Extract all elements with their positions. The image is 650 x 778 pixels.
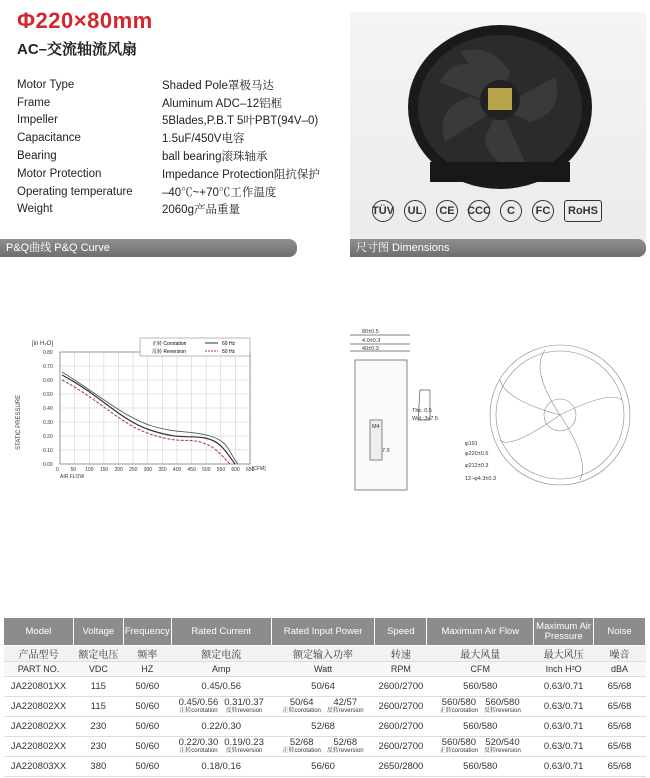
y-tick-label: 0.60 — [43, 378, 53, 384]
split-label: 正转corotation — [179, 707, 218, 714]
table-cell: 65/68 — [594, 757, 646, 777]
x-tick-label: 550 — [216, 467, 226, 473]
table-cell: 50/60 — [123, 697, 171, 717]
split-value: 520/540 — [485, 736, 520, 748]
spec-label: Impeller — [17, 114, 58, 127]
table-cell: 额定电流 — [171, 646, 271, 662]
y-tick-label: 0.00 — [43, 462, 53, 468]
spec-row — [17, 183, 347, 201]
page-subtitle: AC–交流轴流风扇 — [17, 41, 138, 58]
spec-row — [17, 201, 347, 219]
spec-label: Capacitance — [17, 132, 81, 145]
table-cell: JA220801XX — [4, 677, 74, 697]
table-cell: 50/64 — [271, 677, 375, 697]
table-header: Frequency — [123, 618, 171, 646]
table-cell: 50/60 — [123, 757, 171, 777]
table-cell: 56/60 — [271, 757, 375, 777]
spec-list — [17, 76, 347, 218]
split-label: 正转corotation — [282, 707, 321, 714]
table-cell: HZ — [123, 662, 171, 677]
x-tick-label: 150 — [99, 467, 109, 473]
table-cell: 0.22/0.30 — [171, 717, 271, 737]
spec-row — [17, 94, 347, 112]
table-header: Maximum Air Flow — [427, 618, 534, 646]
cert-logo-ce: CE — [436, 200, 458, 222]
split-value: 50/64 — [289, 696, 314, 708]
spec-value: Shaded Pole罩极马达 — [162, 79, 274, 92]
x-tick-label: 300 — [143, 467, 153, 473]
y-tick-label: 0.40 — [43, 406, 53, 412]
spec-value: 2060g产品重量 — [162, 204, 240, 217]
table-row — [4, 737, 646, 757]
split-label: 正转corotation — [439, 707, 479, 714]
x-tick-label: 400 — [172, 467, 182, 473]
y-unit: [in H₂O] — [32, 341, 53, 347]
table-row — [4, 697, 646, 717]
cert-logo-ccc: CCC — [468, 200, 490, 222]
dim-phi212: φ212±0.3 — [465, 463, 489, 469]
table-cell: 560/580 — [427, 717, 534, 737]
split-value: 0.19/0.23 — [224, 736, 264, 748]
cert-logo-ul: UL — [404, 200, 426, 222]
table-cell: JA220802XX — [4, 717, 74, 737]
page-title: Φ220×80mm — [17, 8, 153, 33]
spec-row — [17, 112, 347, 130]
y-tick-label: 0.50 — [43, 392, 53, 398]
legend-reversion: 反转 Reversion — [152, 349, 186, 355]
x-tick-label: 250 — [129, 467, 138, 473]
spec-data-table — [3, 617, 646, 777]
cert-logo-fc: FC — [532, 200, 554, 222]
table-row — [4, 717, 646, 737]
table-cell: 560/580 — [427, 757, 534, 777]
table-cell: 最大风压 — [534, 646, 594, 662]
table-cell: 65/68 — [594, 717, 646, 737]
dim-phi191: φ191 — [465, 441, 478, 447]
split-value: 560/580 — [485, 696, 520, 708]
y-tick-label: 0.30 — [43, 420, 53, 426]
dim-terminal: WxL:3x7.5 — [412, 416, 438, 422]
table-cell — [171, 697, 271, 717]
split-label: 反转reversion — [326, 747, 364, 754]
table-cell: Inch H²O — [534, 662, 594, 677]
dim-mid: 40±0.3 — [362, 346, 379, 352]
table-cell: 50/60 — [123, 677, 171, 697]
table-cell: 2600/2700 — [375, 677, 427, 697]
spec-value: 1.5uF/450V电容 — [162, 133, 245, 146]
front-view — [490, 345, 630, 485]
table-cell: 0.63/0.71 — [534, 717, 594, 737]
spec-value: ball bearing滚珠轴承 — [162, 151, 268, 164]
table-cell: Amp — [171, 662, 271, 677]
table-cell: 115 — [73, 697, 123, 717]
table-cell: JA220802XX — [4, 697, 74, 717]
table-cell — [427, 697, 534, 717]
spec-value: 5Blades,P.B.T 5叶PBT(94V–0) — [162, 115, 319, 128]
table-cell: 52/68 — [271, 717, 375, 737]
y-tick-label: 0.10 — [43, 448, 53, 454]
table-cell: 380 — [73, 757, 123, 777]
table-cell: 2600/2700 — [375, 737, 427, 757]
spec-label: Frame — [17, 96, 51, 109]
table-cell: CFM — [427, 662, 534, 677]
spec-row — [17, 165, 347, 183]
dim-phi220: φ220±0.5 — [465, 451, 489, 457]
table-cell — [271, 737, 375, 757]
table-header: Noise — [594, 618, 646, 646]
split-label: 反转reversion — [484, 707, 521, 714]
split-label: 正转corotation — [282, 747, 321, 754]
split-label: 反转reversion — [225, 747, 263, 754]
y-tick-label: 0.20 — [43, 434, 53, 440]
table-cell: 0.63/0.71 — [534, 677, 594, 697]
table-cell: 65/68 — [594, 697, 646, 717]
spec-row — [17, 129, 347, 147]
x-tick-label: 500 — [202, 467, 211, 473]
table-cell: 产品型号 — [4, 646, 74, 662]
table-cell: dBA — [594, 662, 646, 677]
y-tick-label: 0.80 — [43, 350, 53, 356]
cert-logo-tv: TÜV — [372, 200, 394, 222]
spec-row — [17, 76, 347, 94]
x-unit: [CFM] — [252, 466, 266, 472]
table-cell: 65/68 — [594, 677, 646, 697]
x-tick-label: 350 — [158, 467, 167, 473]
dim-holes: 12–φ4.3±0.3 — [465, 476, 497, 482]
table-cell: VDC — [73, 662, 123, 677]
spec-value: Impedance Protection阻抗保护 — [162, 168, 320, 181]
table-cell: 额定电压 — [73, 646, 123, 662]
split-value: 0.31/0.37 — [224, 696, 264, 708]
table-cell: JA220803XX — [4, 757, 74, 777]
table-cell: 50/60 — [123, 717, 171, 737]
table-cell: 2600/2700 — [375, 697, 427, 717]
table-cell: 最大风量 — [427, 646, 534, 662]
table-cell: 2650/2800 — [375, 757, 427, 777]
table-header: Model — [4, 618, 74, 646]
certification-logos — [372, 200, 602, 222]
table-cell: RPM — [375, 662, 427, 677]
table-cell: 0.45/0.56 — [171, 677, 271, 697]
table-row — [4, 646, 646, 662]
split-label: 正转corotation — [179, 747, 218, 754]
x-axis-label: AIR FLOW — [60, 474, 85, 480]
table-cell: 噪音 — [594, 646, 646, 662]
split-label: 正转corotation — [439, 747, 479, 754]
table-cell: 50/60 — [123, 737, 171, 757]
table-cell — [427, 737, 534, 757]
x-tick-label: 0 — [56, 467, 59, 473]
spec-value: –40℃~+70℃工作温度 — [162, 186, 277, 199]
table-cell: 230 — [73, 717, 123, 737]
y-axis-label: STATIC PRESSURE — [16, 394, 22, 450]
table-cell: PART NO. — [4, 662, 74, 677]
dim-flange: 4.0±0.3 — [362, 338, 381, 344]
legend-50hz: 50 Hz — [222, 349, 236, 355]
table-cell: 转速 — [375, 646, 427, 662]
x-tick-label: 600 — [231, 467, 240, 473]
table-cell: 频率 — [123, 646, 171, 662]
x-tick-label: 650 — [246, 467, 255, 473]
table-cell: 65/68 — [594, 737, 646, 757]
spec-label: Weight — [17, 203, 53, 216]
table-header: Maximum Air Pressure — [534, 618, 594, 646]
table-cell: 115 — [73, 677, 123, 697]
table-header: Speed — [375, 618, 427, 646]
y-tick-label: 0.70 — [43, 364, 53, 370]
table-cell: 额定输入功率 — [271, 646, 375, 662]
table-cell: 0.63/0.71 — [534, 757, 594, 777]
legend-corotation: 正转 Corotation — [152, 341, 187, 347]
table-cell: Watt — [271, 662, 375, 677]
x-tick-label: 100 — [85, 467, 94, 473]
table-header: Rated Current — [171, 618, 271, 646]
table-row — [4, 757, 646, 777]
spec-label: Motor Type — [17, 78, 75, 91]
legend-60hz: 60 Hz — [222, 341, 236, 347]
drawings — [0, 320, 650, 500]
dim-m4: M4 — [372, 424, 380, 430]
table-cell: 0.63/0.71 — [534, 697, 594, 717]
dim-width: 80±0.5 — [362, 329, 379, 335]
split-label: 反转reversion — [326, 707, 364, 714]
table-cell: 230 — [73, 737, 123, 757]
table-cell — [271, 697, 375, 717]
pq-chart — [16, 338, 266, 480]
split-label: 反转reversion — [484, 747, 521, 754]
dim-thickness: Thk. 0.5 — [412, 408, 432, 414]
pq-curve-header: P&Q曲线 P&Q Curve — [0, 239, 297, 257]
table-cell: 560/580 — [427, 677, 534, 697]
dimensions-header: 尺寸图 Dimensions — [350, 239, 646, 257]
table-cell: 0.18/0.16 — [171, 757, 271, 777]
cert-logo-rohs: RoHS — [564, 200, 602, 222]
table-cell: JA220802XX — [4, 737, 74, 757]
spec-value: Aluminum ADC–12铝框 — [162, 97, 283, 110]
spec-label: Operating temperature — [17, 185, 133, 198]
split-value: 52/68 — [333, 736, 358, 748]
table-row — [4, 662, 646, 677]
split-value: 52/68 — [289, 736, 314, 748]
x-tick-label: 450 — [187, 467, 196, 473]
x-tick-label: 50 — [70, 467, 77, 473]
spec-label: Motor Protection — [17, 167, 102, 180]
split-value: 42/57 — [333, 696, 358, 708]
table-row — [4, 677, 646, 697]
split-value: 560/580 — [441, 696, 477, 708]
table-cell: 0.63/0.71 — [534, 737, 594, 757]
split-value: 0.22/0.30 — [178, 736, 219, 748]
spec-row — [17, 147, 347, 165]
split-label: 反转reversion — [225, 707, 263, 714]
split-value: 0.45/0.56 — [178, 696, 219, 708]
table-header: Voltage — [73, 618, 123, 646]
dim-7-9: 7.9 — [382, 448, 390, 454]
table-cell — [171, 737, 271, 757]
cert-logo-c: C — [500, 200, 522, 222]
split-value: 560/580 — [441, 736, 477, 748]
spec-label: Bearing — [17, 150, 57, 163]
table-cell: 2600/2700 — [375, 717, 427, 737]
x-tick-label: 200 — [114, 467, 123, 473]
table-header: Rated Input Power — [271, 618, 375, 646]
